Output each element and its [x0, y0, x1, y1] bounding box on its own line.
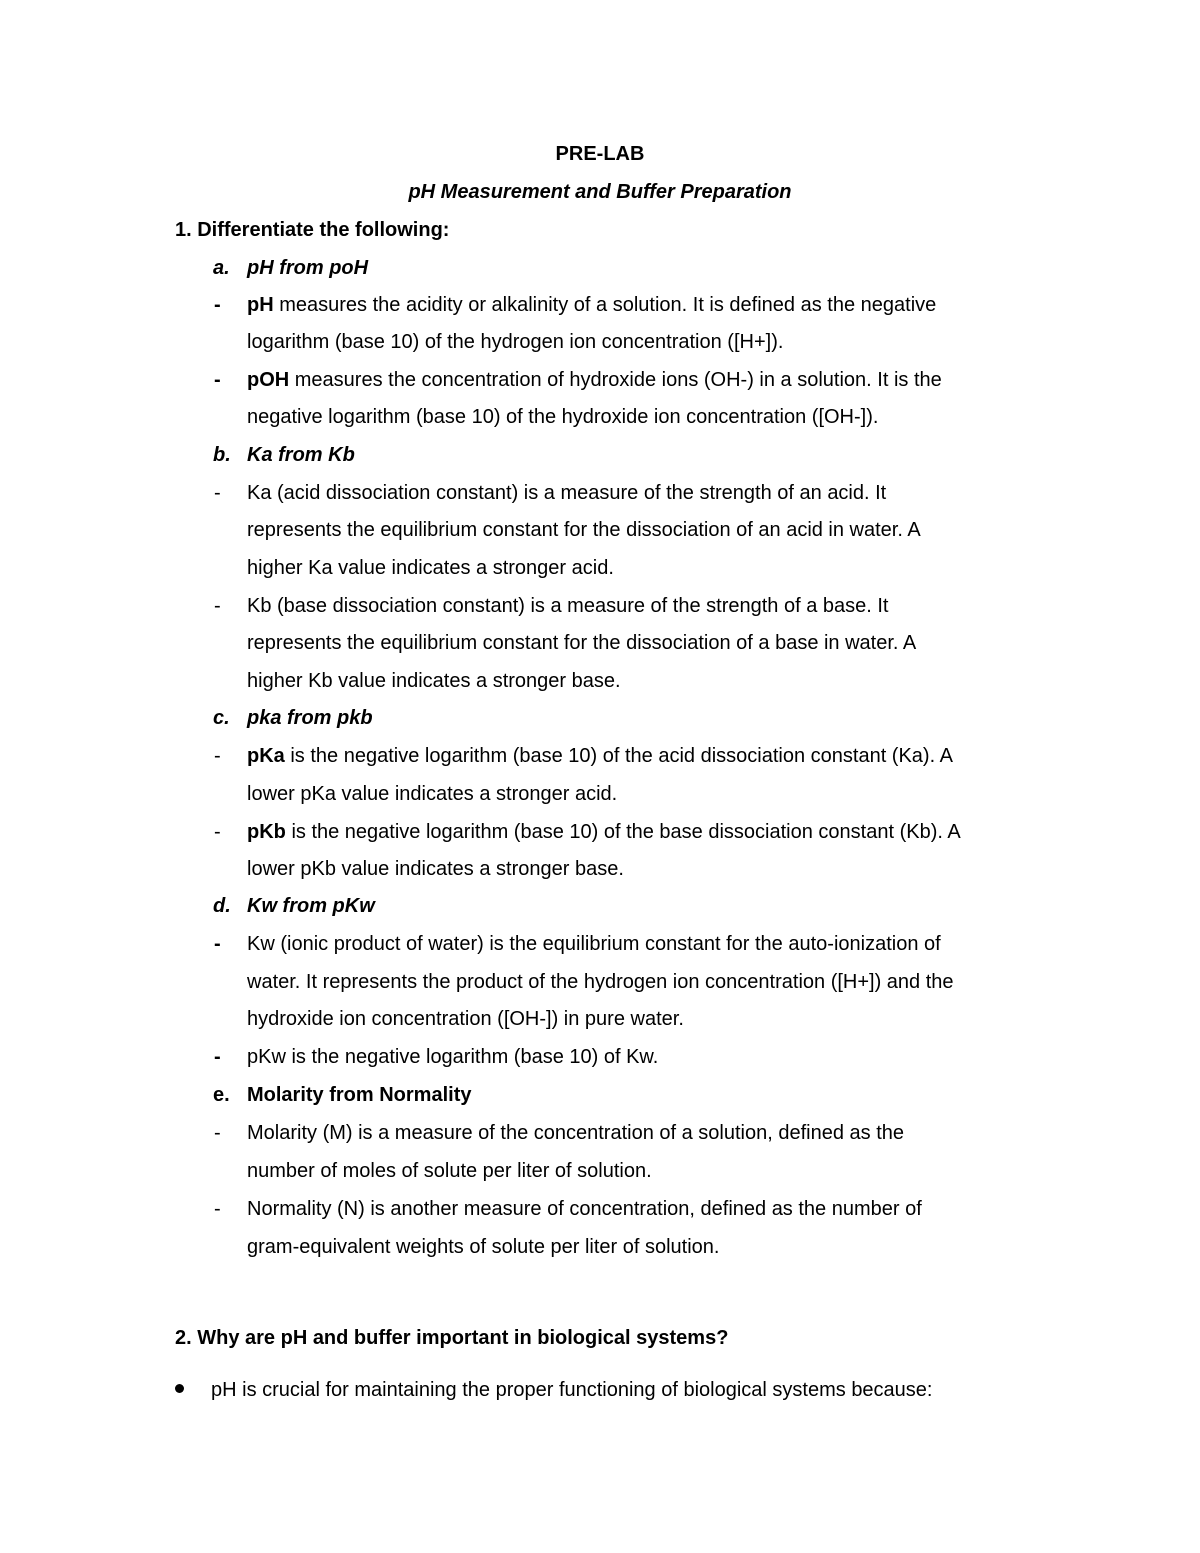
dash-marker: -: [214, 294, 221, 316]
page-subtitle: pH Measurement and Buffer Preparation: [408, 181, 792, 203]
question-2-bullet-1: pH is crucial for maintaining the proper functioning of biological systems because:: [211, 1379, 933, 1401]
dash-marker: -: [214, 933, 221, 955]
term-poh: pOH: [247, 369, 290, 391]
item-c-bullet-1-cont: lower pKa value indicates a stronger acid.: [247, 783, 618, 805]
item-d-bullet-2: pKw is the negative logarithm (base 10) of Kw.: [247, 1046, 659, 1068]
term-ph: pH: [247, 294, 274, 316]
item-e-letter: e.: [213, 1084, 230, 1106]
item-c-bullet-1: pKa is the negative logarithm (base 10) of the acid dissociation constant (Ka). A: [247, 745, 953, 767]
page-title: PRE-LAB: [555, 143, 645, 165]
item-b-bullet-1: Ka (acid dissociation constant) is a measure of the strength of an acid. It: [247, 482, 887, 504]
item-c-title: pka from pkb: [247, 707, 373, 729]
term-pkb: pKb: [247, 821, 286, 843]
term-pka: pKa: [247, 745, 285, 767]
item-a-bullet-1: pH measures the acidity or alkalinity of a solution. It is defined as the negative: [247, 294, 937, 316]
item-d-title: Kw from pKw: [247, 895, 375, 917]
item-e-bullet-1: Molarity (M) is a measure of the concentration of a solution, defined as the: [247, 1122, 905, 1144]
item-b-title: Ka from Kb: [247, 444, 355, 466]
item-b-letter: b.: [213, 444, 231, 466]
item-d-bullet-1: Kw (ionic product of water) is the equilibrium constant for the auto-ionization of: [247, 933, 941, 955]
item-a-bullet-2-cont: negative logarithm (base 10) of the hydroxide ion concentration ([OH-]).: [247, 406, 879, 428]
item-c-bullet-2: pKb is the negative logarithm (base 10) of the base dissociation constant (Kb). A: [247, 821, 961, 843]
dash-marker: -: [214, 482, 221, 504]
item-a-title: pH from poH: [247, 257, 369, 279]
bullet-dot-icon: [175, 1384, 184, 1393]
dash-marker: -: [214, 369, 221, 391]
dash-marker: -: [214, 595, 221, 617]
item-d-bullet-1-cont: water. It represents the product of the hydrogen ion concentration ([H+]) and the: [247, 971, 954, 993]
item-a-bullet-2: pOH measures the concentration of hydroxide ions (OH-) in a solution. It is the: [247, 369, 942, 391]
item-a-bullet-1-cont: logarithm (base 10) of the hydrogen ion concentration ([H+]).: [247, 331, 784, 353]
item-e-bullet-2: Normality (N) is another measure of concentration, defined as the number of: [247, 1198, 922, 1220]
dash-marker: -: [214, 1046, 221, 1068]
item-d-letter: d.: [213, 895, 231, 917]
question-1-heading: 1. Differentiate the following:: [175, 219, 450, 241]
item-e-bullet-2-cont: gram-equivalent weights of solute per liter of solution.: [247, 1236, 720, 1258]
dash-marker: -: [214, 1122, 221, 1144]
item-b-bullet-2: Kb (base dissociation constant) is a measure of the strength of a base. It: [247, 595, 889, 617]
item-c-letter: c.: [213, 707, 230, 729]
item-b-bullet-1-cont: higher Ka value indicates a stronger acid.: [247, 557, 614, 579]
question-2-heading: 2. Why are pH and buffer important in biological systems?: [175, 1327, 729, 1349]
dash-marker: -: [214, 1198, 221, 1220]
item-c-bullet-2-cont: lower pKb value indicates a stronger base.: [247, 858, 624, 880]
item-b-bullet-1-cont: represents the equilibrium constant for the dissociation of an acid in water. A: [247, 519, 921, 541]
item-e-bullet-1-cont: number of moles of solute per liter of solution.: [247, 1160, 652, 1182]
item-d-bullet-1-cont: hydroxide ion concentration ([OH-]) in pure water.: [247, 1008, 684, 1030]
dash-marker: -: [214, 821, 221, 843]
dash-marker: -: [214, 745, 221, 767]
item-b-bullet-2-cont: represents the equilibrium constant for the dissociation of a base in water. A: [247, 632, 917, 654]
item-b-bullet-2-cont: higher Kb value indicates a stronger base.: [247, 670, 621, 692]
item-a-letter: a.: [213, 257, 230, 279]
item-e-title: Molarity from Normality: [247, 1084, 472, 1106]
